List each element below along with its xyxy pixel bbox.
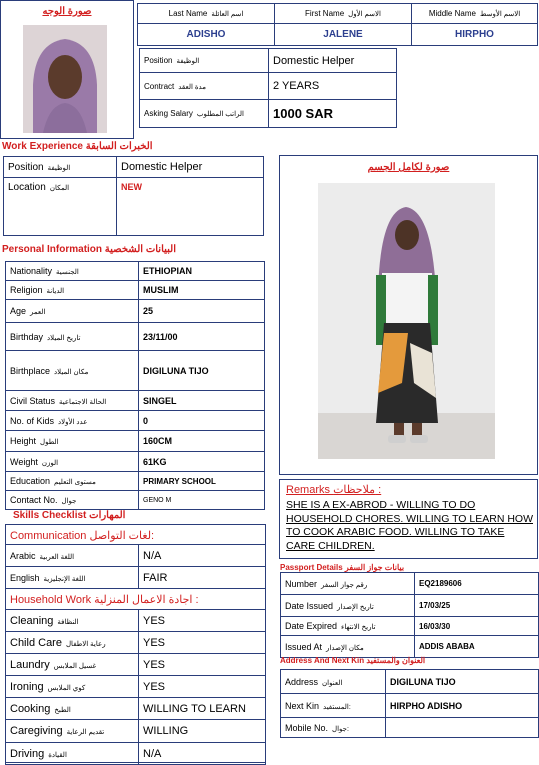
height-value: 160CM [139,431,265,452]
date-issued-value: 17/03/25 [415,595,539,617]
first-name-value: JALENE [275,24,412,46]
nationality-value: ETHIOPIAN [139,262,265,281]
weight-label: Weight الوزن [6,452,139,472]
contract-value: 2 YEARS [269,73,397,100]
work-location-label: Location المكان [4,178,117,236]
full-body-photo [318,183,495,459]
arabic-value: N/A [139,545,266,567]
remarks-text: SHE IS A EX-ABROD - WILLING TO DO HOUSEHOLD CHORES. WILLING TO LEARN HOW TO COOK ARABIC FOOD. WILLING TO TAKE CARE CHILDREN. [286,499,533,552]
mobile-value [386,718,539,738]
next-kin-value: HIRPHO ADISHO [386,694,539,718]
last-name-header: Last Name اسم العائلة [138,4,275,24]
caregiving-label: Caregiving تقديم الرعاية [6,720,139,743]
cooking-value: WILLING TO LEARN [139,698,266,720]
skills-title: Skills Checklist المهارات [13,510,126,521]
ironing-label: Ironing كوي الملابس [6,676,139,698]
cleaning-value: YES [139,610,266,632]
issued-at-label: Issued At مكان الإصدار [281,636,415,658]
work-experience-title: Work Experience الخبرات السابقة [2,141,153,152]
face-photo-label: صورة الوجه [42,6,92,17]
date-issued-label: Date Issued تاريخ الإصدار [281,595,415,617]
communication-title: Communication لغات التواصل: [10,530,155,542]
last-name-value: ADISHO [138,24,275,46]
age-value: 25 [139,300,265,323]
full-body-photo-frame [279,155,538,475]
address-label: Address العنوان [281,670,386,694]
remarks-box [279,479,538,559]
birthday-value: 23/11/00 [139,323,265,351]
next-kin-label: Next Kin المستفيد: [281,694,386,718]
laundry-value: YES [139,654,266,676]
personal-info-table [5,261,265,510]
age-label: Age العمر [6,300,139,323]
date-expired-value: 16/03/30 [415,617,539,636]
first-name-header: First Name الاسم الأول [275,4,412,24]
driving-value: N/A [139,743,266,765]
date-expired-label: Date Expired تاريخ الانتهاء [281,617,415,636]
childcare-value: YES [139,632,266,654]
passport-number-label: Number رقم جواز السفر [281,573,415,595]
contact-value: GENO M [139,491,265,510]
household-title: Household Work اجادة الاعمال المنزلية : [10,594,199,606]
civil-status-label: Civil Status الحالة الاجتماعية [6,391,139,411]
middle-name-value: HIRPHO [412,24,538,46]
work-experience-table [3,156,264,236]
address-title: Address And Next Kin العنوان والمستفيد [280,656,426,665]
work-position-label: Position الوظيفة [4,157,117,178]
birthday-label: Birthday تاريخ الميلاد [6,323,139,351]
childcare-label: Child Care رعاية الاطفال [6,632,139,654]
english-label: English اللغة الإنجليزية [6,567,139,589]
address-value: DIGILUNA TIJO [386,670,539,694]
civil-status-value: SINGEL [139,391,265,411]
education-value: PRIMARY SCHOOL [139,472,265,491]
driving-label: Driving القيادة [6,743,139,765]
birthplace-label: Birthplace مكان الميلاد [6,351,139,391]
address-table [280,669,539,738]
passport-number-value: EQ2189606 [415,573,539,595]
mobile-label: Mobile No. جوال: [281,718,386,738]
arabic-label: Arabic اللغة العربية [6,545,139,567]
religion-value: MUSLIM [139,281,265,300]
cooking-label: Cooking الطبخ [6,698,139,720]
ironing-value: YES [139,676,266,698]
position-value: Domestic Helper [269,49,397,73]
english-value: FAIR [139,567,266,589]
passport-title: Passport Details بيانات جواز السفر [280,563,405,572]
household-table [5,609,266,765]
birthplace-value: DIGILUNA TIJO [139,351,265,391]
height-label: Height الطول [6,431,139,452]
passport-table [280,572,539,658]
laundry-label: Laundry غسيل الملابس [6,654,139,676]
position-label: Position الوظيفة [140,49,269,73]
job-table [139,48,397,128]
salary-value: 1000 SAR [269,100,397,128]
work-position-value: Domestic Helper [117,157,264,178]
religion-label: Religion الديانة [6,281,139,300]
full-body-photo-label: صورة لكامل الجسم [367,162,450,173]
salary-label: Asking Salary الراتب المطلوب [140,100,269,128]
cleaning-label: Cleaning النظافة [6,610,139,632]
face-photo-frame [0,0,134,139]
nationality-label: Nationality الجنسية [6,262,139,281]
remarks-title: Remarks ملاحظات : [286,484,382,496]
education-label: Education مستوى التعليم [6,472,139,491]
work-location-value: NEW [117,178,264,236]
personal-info-title: Personal Information البيانات الشخصية [2,244,176,255]
name-table [137,3,538,46]
caregiving-value: WILLING [139,720,266,743]
weight-value: 61KG [139,452,265,472]
skills-box [5,524,266,763]
contract-label: Contract مدة العقد [140,73,269,100]
kids-label: No. of Kids عدد الأولاد [6,411,139,431]
kids-value: 0 [139,411,265,431]
middle-name-header: Middle Name الاسم الأوسط [412,4,538,24]
face-photo [23,25,107,133]
issued-at-value: ADDIS ABABA [415,636,539,658]
languages-table [5,544,266,589]
contact-label: Contact No. جوال [6,491,139,510]
